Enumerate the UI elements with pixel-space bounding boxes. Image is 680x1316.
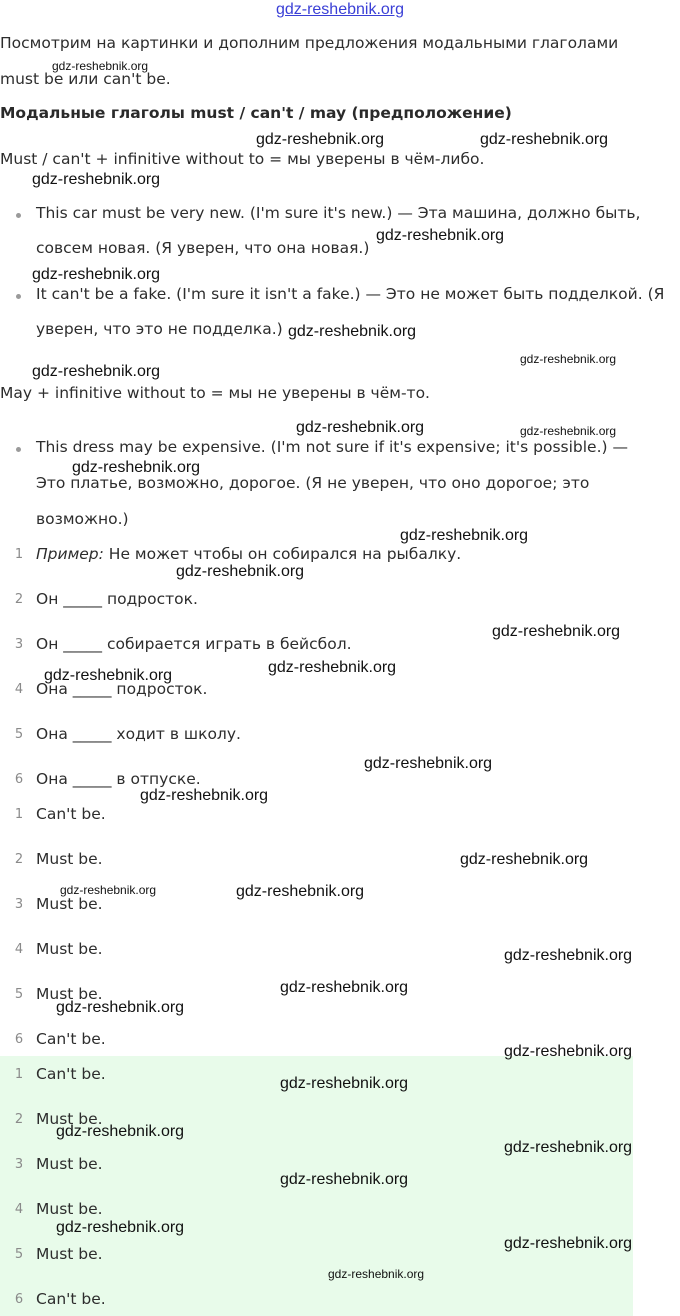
watermark: gdz-reshebnik.org (400, 527, 529, 544)
answer-number: 1 (14, 807, 24, 822)
bullet-dot (16, 294, 21, 299)
bullet1-line-2: совсем новая. (Я уверен, что она новая.) (36, 239, 370, 257)
bullet2-line-1: It can't be a fake. (I'm sure it isn't a fake.) — Это не может быть подделкой. (Я (36, 285, 665, 303)
watermark: gdz-reshebnik.org (376, 227, 505, 244)
answer-number: 5 (14, 987, 24, 1002)
watermark: gdz-reshebnik.org (32, 363, 161, 380)
watermark: gdz-reshebnik.org (460, 851, 589, 868)
exercise-item: Она _____ ходит в школу. (36, 725, 241, 743)
watermark: gdz-reshebnik.org (268, 659, 397, 676)
watermark: gdz-reshebnik.org (280, 1075, 409, 1092)
watermark: gdz-reshebnik.org (72, 459, 201, 476)
watermark: gdz-reshebnik.org (504, 1043, 633, 1060)
answer-item: Must be. (36, 1245, 103, 1263)
answer-number: 1 (14, 1067, 24, 1082)
answer-number: 2 (14, 852, 24, 867)
watermark: gdz-reshebnik.org (32, 266, 161, 283)
watermark: gdz-reshebnik.org (328, 1267, 425, 1281)
answer-number: 4 (14, 1202, 24, 1217)
answer-item: Must be. (36, 850, 103, 868)
answer-item: Must be. (36, 1110, 103, 1128)
rule-title: Модальные глаголы must / can't / may (предположение) (0, 104, 512, 122)
watermark: gdz-reshebnik.org (56, 999, 185, 1016)
exercise-item: Она _____ в отпуске. (36, 770, 201, 788)
answer-number: 5 (14, 1247, 24, 1262)
intro-line-2: must be или can't be. (0, 70, 171, 88)
bullet-dot (16, 447, 21, 452)
watermark: gdz-reshebnik.org (140, 787, 269, 804)
bullet1-line-1: This car must be very new. (I'm sure it's new.) — Эта машина, должно быть, (36, 204, 641, 222)
watermark: gdz-reshebnik.org (520, 352, 617, 366)
intro-line-1: Посмотрим на картинки и дополним предложения модальными глаголами (0, 34, 619, 52)
exercise-example (36, 545, 461, 563)
watermark: gdz-reshebnik.org (504, 1139, 633, 1156)
exercise-number: 2 (14, 592, 24, 607)
answer-number: 4 (14, 942, 24, 957)
answer-item: Must be. (36, 985, 103, 1003)
bullet2-line-2: уверен, что это не подделка.) (36, 320, 283, 338)
answer-number: 3 (14, 897, 24, 912)
exercise-item: Она _____ подросток. (36, 680, 208, 698)
bullet3-line-2: Это платье, возможно, дорогое. (Я не уверен, что оно дорогое; это (36, 474, 590, 492)
answer-item: Can't be. (36, 1065, 106, 1083)
watermark: gdz-reshebnik.org (56, 1123, 185, 1140)
exercise-number: 4 (14, 682, 24, 697)
site-header-link[interactable]: gdz-reshebnik.org (275, 1, 405, 18)
watermark: gdz-reshebnik.org (256, 131, 385, 148)
exercise-item: Он _____ подросток. (36, 590, 198, 608)
bullet-dot (16, 213, 21, 218)
watermark: gdz-reshebnik.org (56, 1219, 185, 1236)
answer-item: Must be. (36, 1155, 103, 1173)
rule-must-cant: Must / can't + infinitive without to = мы уверены в чём-либо. (0, 150, 485, 168)
watermark: gdz-reshebnik.org (288, 323, 417, 340)
answer-item: Must be. (36, 940, 103, 958)
exercise-number: 5 (14, 727, 24, 742)
watermark: gdz-reshebnik.org (52, 59, 149, 73)
watermark: gdz-reshebnik.org (60, 883, 157, 897)
answer-number: 3 (14, 1157, 24, 1172)
watermark: gdz-reshebnik.org (504, 947, 633, 964)
watermark: gdz-reshebnik.org (296, 419, 425, 436)
answer-number: 6 (14, 1292, 24, 1307)
answer-item: Must be. (36, 895, 103, 913)
answer-item: Can't be. (36, 805, 106, 823)
watermark: gdz-reshebnik.org (44, 667, 173, 684)
watermark: gdz-reshebnik.org (364, 755, 493, 772)
watermark: gdz-reshebnik.org (280, 1171, 409, 1188)
answer-item: Can't be. (36, 1030, 106, 1048)
watermark: gdz-reshebnik.org (280, 979, 409, 996)
watermark: gdz-reshebnik.org (32, 171, 161, 188)
example-label: Пример: (36, 545, 104, 563)
watermark: gdz-reshebnik.org (492, 623, 621, 640)
answer-item: Can't be. (36, 1290, 106, 1308)
watermark: gdz-reshebnik.org (480, 131, 609, 148)
bullet3-line-3: возможно.) (36, 510, 129, 528)
exercise-number: 6 (14, 772, 24, 787)
rule-may: May + infinitive without to = мы не уверены в чём-то. (0, 384, 430, 402)
watermark: gdz-reshebnik.org (520, 424, 617, 438)
answer-number: 6 (14, 1032, 24, 1047)
watermark: gdz-reshebnik.org (236, 883, 365, 900)
watermark: gdz-reshebnik.org (176, 563, 305, 580)
example-text: Не может чтобы он собирался на рыбалку. (103, 545, 462, 563)
exercise-number: 3 (14, 637, 24, 652)
answer-number: 2 (14, 1112, 24, 1127)
answer-item: Must be. (36, 1200, 103, 1218)
exercise-item: Он _____ собирается играть в бейсбол. (36, 635, 352, 653)
bullet3-line-1: This dress may be expensive. (I'm not sure if it's expensive; it's possible.) — (36, 438, 628, 456)
exercise-number: 1 (14, 547, 24, 562)
watermark: gdz-reshebnik.org (504, 1235, 633, 1252)
